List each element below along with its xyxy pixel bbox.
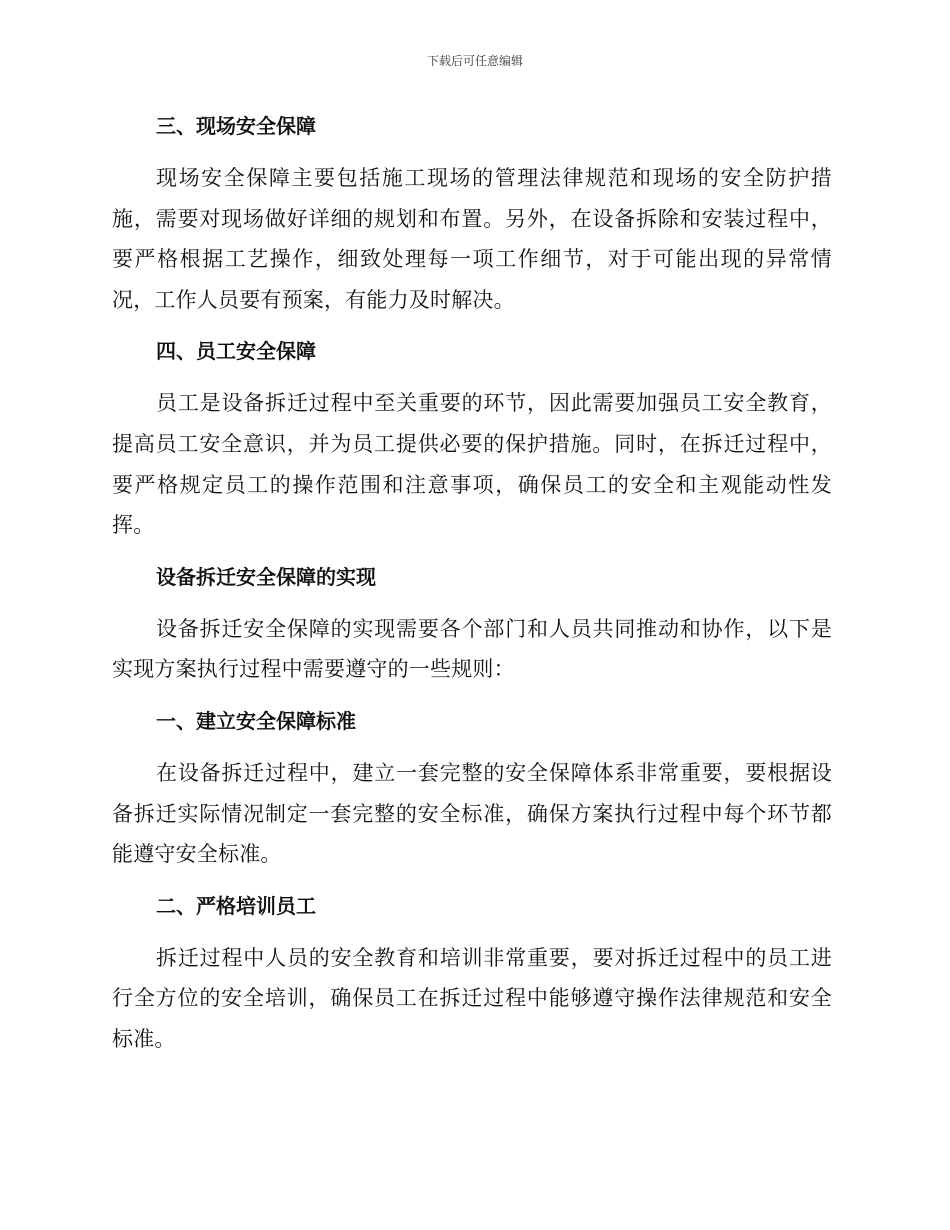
section-paragraph: 在设备拆迁过程中，建立一套完整的安全保障体系非常重要，要根据设备拆迁实际情况制定一套完整的安全标准，确保方案执行过程中每个环节都能遵守安全标准。 bbox=[112, 760, 832, 867]
section-heading: 设备拆迁安全保障的实现 bbox=[156, 564, 376, 589]
section-paragraph: 现场安全保障主要包括施工现场的管理法律规范和现场的安全防护措施，需要对现场做好详细的规划和布置。另外，在设备拆除和安装过程中，要严格根据工艺操作，细致处理每一项工作细节，对于可能出现的异常情况，工作人员要有预案，有能力及时解决。 bbox=[112, 166, 832, 312]
section-paragraph: 设备拆迁安全保障的实现需要各个部门和人员共同推动和协作，以下是实现方案执行过程中需要遵守的一些规则： bbox=[112, 616, 832, 682]
section-heading: 四、员工安全保障 bbox=[156, 339, 316, 364]
page-header: 下载后可任意编辑 bbox=[426, 54, 523, 68]
section-heading: 二、严格培训员工 bbox=[156, 893, 316, 918]
section-employee-safety bbox=[112, 331, 832, 545]
section-paragraph: 拆迁过程中人员的安全教育和培训非常重要，要对拆迁过程中的员工进行全方位的安全培训，确保员工在拆迁过程中能够遵守操作法律规范和安全标准。 bbox=[112, 945, 832, 1051]
section-heading: 一、建立安全保障标准 bbox=[156, 708, 356, 733]
section-implementation bbox=[112, 557, 832, 690]
section-paragraph: 员工是设备拆迁过程中至关重要的环节，因此需要加强员工安全教育，提高员工安全意识，并为员工提供必要的保护措施。同时，在拆迁过程中，要严格规定员工的操作范围和注意事项，确保员工的安全和主观能动性发挥。 bbox=[112, 391, 832, 538]
section-training bbox=[112, 886, 832, 1060]
section-standards bbox=[112, 701, 832, 875]
document-body bbox=[112, 106, 832, 1060]
section-onsite-safety bbox=[112, 106, 832, 320]
section-heading: 三、现场安全保障 bbox=[156, 114, 316, 138]
